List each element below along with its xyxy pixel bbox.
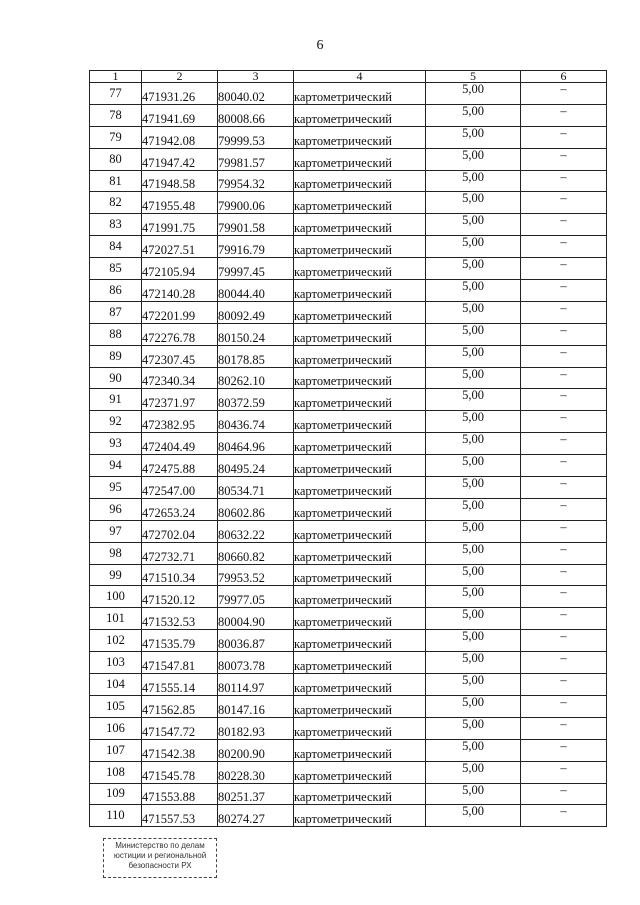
y-coordinate-cell: 80274.27 [218,805,294,827]
method-cell: картометрический [294,520,426,542]
method-cell: картометрический [294,674,426,696]
accuracy-cell: 5,00 [426,345,521,367]
accuracy-cell: 5,00 [426,258,521,280]
point-number-cell: 108 [90,761,142,783]
y-coordinate-cell: 80092.49 [218,301,294,323]
column-header: 6 [521,71,607,83]
x-coordinate-cell: 471510.34 [142,564,218,586]
x-coordinate-cell: 471547.81 [142,652,218,674]
table-row [90,214,607,236]
point-number-cell: 81 [90,170,142,192]
table-row [90,126,607,148]
x-coordinate-cell: 471557.53 [142,805,218,827]
x-coordinate-cell: 471931.26 [142,83,218,105]
accuracy-cell: 5,00 [426,192,521,214]
method-cell: картометрический [294,652,426,674]
y-coordinate-cell: 80004.90 [218,608,294,630]
y-coordinate-cell: 80036.87 [218,630,294,652]
accuracy-cell: 5,00 [426,148,521,170]
method-cell: картометрический [294,148,426,170]
method-cell: картометрический [294,192,426,214]
point-number-cell: 100 [90,586,142,608]
point-number-cell: 77 [90,83,142,105]
table-row [90,170,607,192]
note-cell: – [521,170,607,192]
point-number-cell: 80 [90,148,142,170]
x-coordinate-cell: 471535.79 [142,630,218,652]
method-cell: картометрический [294,564,426,586]
note-cell: – [521,717,607,739]
note-cell: – [521,739,607,761]
x-coordinate-cell: 472201.99 [142,301,218,323]
table-row [90,608,607,630]
table-row [90,367,607,389]
x-coordinate-cell: 472732.71 [142,542,218,564]
point-number-cell: 109 [90,783,142,805]
y-coordinate-cell: 79953.52 [218,564,294,586]
note-cell: – [521,192,607,214]
method-cell: картометрический [294,761,426,783]
column-header: 3 [218,71,294,83]
accuracy-cell: 5,00 [426,170,521,192]
method-cell: картометрический [294,542,426,564]
x-coordinate-cell: 471547.72 [142,717,218,739]
note-cell: – [521,520,607,542]
note-cell: – [521,805,607,827]
x-coordinate-cell: 472276.78 [142,323,218,345]
y-coordinate-cell: 80008.66 [218,104,294,126]
accuracy-cell: 5,00 [426,717,521,739]
column-header: 4 [294,71,426,83]
accuracy-cell: 5,00 [426,542,521,564]
method-cell: картометрический [294,301,426,323]
accuracy-cell: 5,00 [426,783,521,805]
point-number-cell: 87 [90,301,142,323]
note-cell: – [521,761,607,783]
y-coordinate-cell: 80200.90 [218,739,294,761]
x-coordinate-cell: 471520.12 [142,586,218,608]
y-coordinate-cell: 80632.22 [218,520,294,542]
accuracy-cell: 5,00 [426,455,521,477]
note-cell: – [521,455,607,477]
method-cell: картометрический [294,586,426,608]
point-number-cell: 91 [90,389,142,411]
method-cell: картометрический [294,411,426,433]
method-cell: картометрический [294,695,426,717]
table-row [90,433,607,455]
y-coordinate-cell: 80147.16 [218,695,294,717]
x-coordinate-cell: 472475.88 [142,455,218,477]
note-cell: – [521,433,607,455]
accuracy-cell: 5,00 [426,674,521,696]
note-cell: – [521,674,607,696]
y-coordinate-cell: 80178.85 [218,345,294,367]
note-cell: – [521,411,607,433]
table-row [90,542,607,564]
y-coordinate-cell: 79999.53 [218,126,294,148]
y-coordinate-cell: 80602.86 [218,498,294,520]
method-cell: картометрический [294,608,426,630]
note-cell: – [521,477,607,499]
accuracy-cell: 5,00 [426,695,521,717]
table-row [90,652,607,674]
y-coordinate-cell: 79981.57 [218,148,294,170]
point-number-cell: 110 [90,805,142,827]
column-header: 2 [142,71,218,83]
point-number-cell: 84 [90,236,142,258]
table-row [90,280,607,302]
method-cell: картометрический [294,126,426,148]
note-cell: – [521,608,607,630]
y-coordinate-cell: 80044.40 [218,280,294,302]
note-cell: – [521,652,607,674]
accuracy-cell: 5,00 [426,761,521,783]
point-number-cell: 88 [90,323,142,345]
note-cell: – [521,214,607,236]
y-coordinate-cell: 80495.24 [218,455,294,477]
method-cell: картометрический [294,455,426,477]
x-coordinate-cell: 472307.45 [142,345,218,367]
y-coordinate-cell: 80464.96 [218,433,294,455]
accuracy-cell: 5,00 [426,805,521,827]
y-coordinate-cell: 80436.74 [218,411,294,433]
method-cell: картометрический [294,258,426,280]
table-row [90,389,607,411]
x-coordinate-cell: 471542.38 [142,739,218,761]
note-cell: – [521,630,607,652]
point-number-cell: 99 [90,564,142,586]
point-number-cell: 86 [90,280,142,302]
y-coordinate-cell: 79997.45 [218,258,294,280]
point-number-cell: 103 [90,652,142,674]
y-coordinate-cell: 80182.93 [218,717,294,739]
y-coordinate-cell: 80228.30 [218,761,294,783]
note-cell: – [521,542,607,564]
x-coordinate-cell: 472340.34 [142,367,218,389]
table-header-row [90,71,607,83]
note-cell: – [521,323,607,345]
x-coordinate-cell: 471991.75 [142,214,218,236]
note-cell: – [521,236,607,258]
note-cell: – [521,104,607,126]
method-cell: картометрический [294,630,426,652]
table-row [90,477,607,499]
accuracy-cell: 5,00 [426,411,521,433]
stamp-line: безопасности РХ [128,861,192,870]
table-row [90,83,607,105]
method-cell: картометрический [294,477,426,499]
method-cell: картометрический [294,170,426,192]
method-cell: картометрический [294,83,426,105]
accuracy-cell: 5,00 [426,367,521,389]
table-row [90,258,607,280]
accuracy-cell: 5,00 [426,564,521,586]
column-header: 5 [426,71,521,83]
point-number-cell: 85 [90,258,142,280]
table-row [90,630,607,652]
y-coordinate-cell: 79901.58 [218,214,294,236]
y-coordinate-cell: 80534.71 [218,477,294,499]
method-cell: картометрический [294,214,426,236]
point-number-cell: 106 [90,717,142,739]
table-row [90,411,607,433]
point-number-cell: 93 [90,433,142,455]
table-row [90,104,607,126]
accuracy-cell: 5,00 [426,477,521,499]
x-coordinate-cell: 472105.94 [142,258,218,280]
x-coordinate-cell: 471562.85 [142,695,218,717]
accuracy-cell: 5,00 [426,83,521,105]
table-row [90,717,607,739]
method-cell: картометрический [294,498,426,520]
stamp-line: юстиции и региональной [113,851,207,860]
method-cell: картометрический [294,389,426,411]
point-number-cell: 101 [90,608,142,630]
accuracy-cell: 5,00 [426,214,521,236]
table-row [90,674,607,696]
accuracy-cell: 5,00 [426,520,521,542]
x-coordinate-cell: 472702.04 [142,520,218,542]
accuracy-cell: 5,00 [426,301,521,323]
table-row [90,520,607,542]
x-coordinate-cell: 471553.88 [142,783,218,805]
x-coordinate-cell: 472547.00 [142,477,218,499]
accuracy-cell: 5,00 [426,608,521,630]
y-coordinate-cell: 80040.02 [218,83,294,105]
y-coordinate-cell: 79954.32 [218,170,294,192]
x-coordinate-cell: 471947.42 [142,148,218,170]
table-row [90,761,607,783]
y-coordinate-cell: 80073.78 [218,652,294,674]
method-cell: картометрический [294,367,426,389]
point-number-cell: 98 [90,542,142,564]
y-coordinate-cell: 80660.82 [218,542,294,564]
method-cell: картометрический [294,345,426,367]
method-cell: картометрический [294,717,426,739]
x-coordinate-cell: 472382.95 [142,411,218,433]
x-coordinate-cell: 471942.08 [142,126,218,148]
x-coordinate-cell: 471941.69 [142,104,218,126]
point-number-cell: 104 [90,674,142,696]
note-cell: – [521,498,607,520]
point-number-cell: 95 [90,477,142,499]
point-number-cell: 97 [90,520,142,542]
method-cell: картометрический [294,433,426,455]
accuracy-cell: 5,00 [426,739,521,761]
x-coordinate-cell: 471955.48 [142,192,218,214]
accuracy-cell: 5,00 [426,586,521,608]
stamp-line: Министерство по делам [115,841,205,850]
coordinates-table [89,70,607,827]
table-row [90,236,607,258]
x-coordinate-cell: 471545.78 [142,761,218,783]
point-number-cell: 89 [90,345,142,367]
accuracy-cell: 5,00 [426,323,521,345]
method-cell: картометрический [294,236,426,258]
table-row [90,564,607,586]
table-row [90,301,607,323]
note-cell: – [521,280,607,302]
accuracy-cell: 5,00 [426,652,521,674]
y-coordinate-cell: 80251.37 [218,783,294,805]
note-cell: – [521,367,607,389]
method-cell: картометрический [294,783,426,805]
accuracy-cell: 5,00 [426,236,521,258]
x-coordinate-cell: 472653.24 [142,498,218,520]
table-row [90,498,607,520]
point-number-cell: 92 [90,411,142,433]
point-number-cell: 102 [90,630,142,652]
accuracy-cell: 5,00 [426,280,521,302]
accuracy-cell: 5,00 [426,126,521,148]
x-coordinate-cell: 472027.51 [142,236,218,258]
note-cell: – [521,148,607,170]
x-coordinate-cell: 471532.53 [142,608,218,630]
note-cell: – [521,126,607,148]
x-coordinate-cell: 472404.49 [142,433,218,455]
y-coordinate-cell: 80150.24 [218,323,294,345]
table-row [90,148,607,170]
y-coordinate-cell: 79977.05 [218,586,294,608]
table-row [90,739,607,761]
table-row [90,586,607,608]
y-coordinate-cell: 79900.06 [218,192,294,214]
y-coordinate-cell: 79916.79 [218,236,294,258]
column-header: 1 [90,71,142,83]
table-row [90,805,607,827]
note-cell: – [521,695,607,717]
table-row [90,192,607,214]
method-cell: картометрический [294,104,426,126]
point-number-cell: 82 [90,192,142,214]
x-coordinate-cell: 472371.97 [142,389,218,411]
method-cell: картометрический [294,280,426,302]
method-cell: картометрический [294,323,426,345]
table-row [90,323,607,345]
point-number-cell: 107 [90,739,142,761]
point-number-cell: 90 [90,367,142,389]
point-number-cell: 94 [90,455,142,477]
x-coordinate-cell: 471948.58 [142,170,218,192]
accuracy-cell: 5,00 [426,498,521,520]
y-coordinate-cell: 80114.97 [218,674,294,696]
note-cell: – [521,301,607,323]
point-number-cell: 105 [90,695,142,717]
y-coordinate-cell: 80372.59 [218,389,294,411]
method-cell: картометрический [294,739,426,761]
accuracy-cell: 5,00 [426,389,521,411]
accuracy-cell: 5,00 [426,630,521,652]
accuracy-cell: 5,00 [426,433,521,455]
table-row [90,783,607,805]
table-row [90,345,607,367]
note-cell: – [521,258,607,280]
note-cell: – [521,83,607,105]
x-coordinate-cell: 471555.14 [142,674,218,696]
point-number-cell: 83 [90,214,142,236]
note-cell: – [521,345,607,367]
ministry-stamp [103,838,217,878]
method-cell: картометрический [294,805,426,827]
table-row [90,695,607,717]
point-number-cell: 79 [90,126,142,148]
page-number: 6 [316,38,324,53]
note-cell: – [521,564,607,586]
table-body [90,83,607,827]
table-row [90,455,607,477]
y-coordinate-cell: 80262.10 [218,367,294,389]
x-coordinate-cell: 472140.28 [142,280,218,302]
accuracy-cell: 5,00 [426,104,521,126]
point-number-cell: 78 [90,104,142,126]
note-cell: – [521,586,607,608]
note-cell: – [521,389,607,411]
point-number-cell: 96 [90,498,142,520]
note-cell: – [521,783,607,805]
